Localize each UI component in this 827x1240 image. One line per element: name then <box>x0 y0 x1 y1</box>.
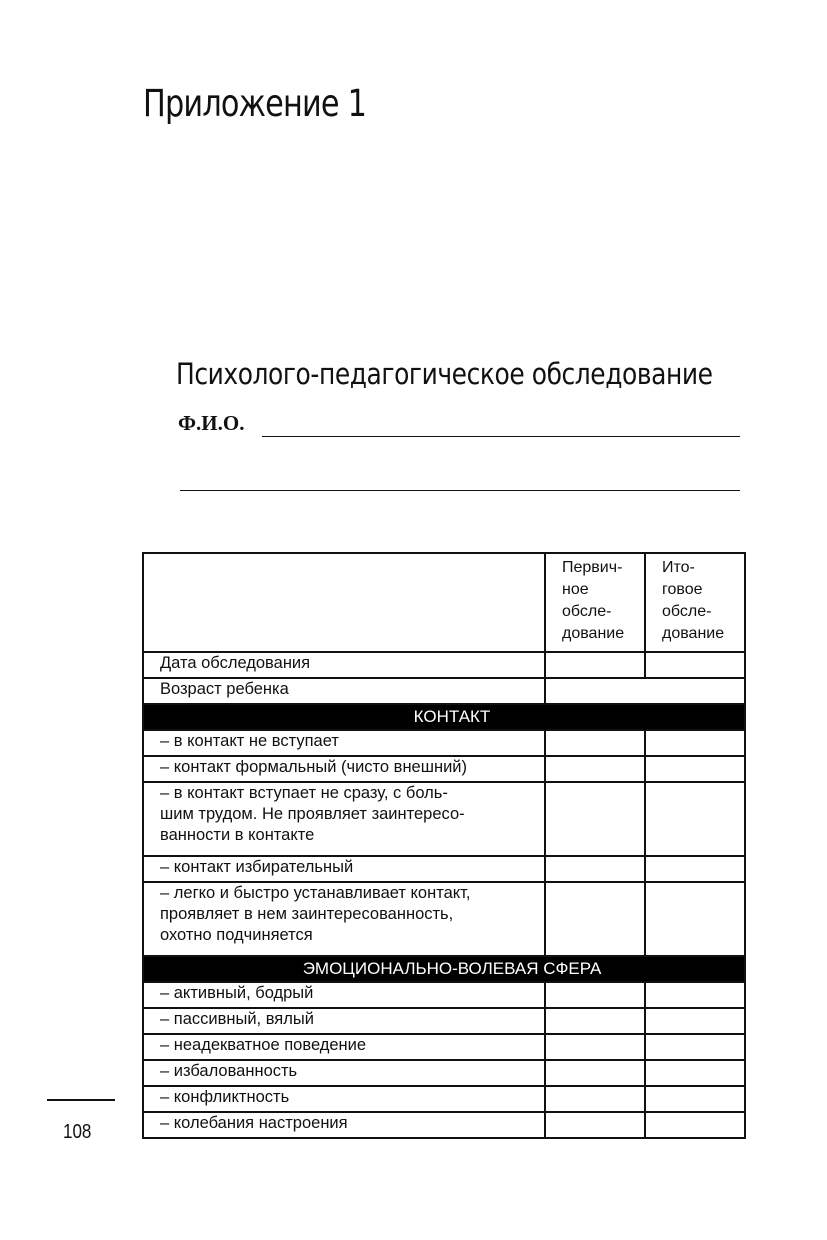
primary-exam-cell[interactable] <box>545 856 645 882</box>
table-row <box>143 982 745 1008</box>
footer-rule <box>47 1099 115 1101</box>
table-row <box>143 730 745 756</box>
primary-exam-cell[interactable] <box>545 1008 645 1034</box>
page-number: 108 <box>63 1121 92 1143</box>
age-cell[interactable] <box>545 678 745 704</box>
final-exam-cell[interactable] <box>645 730 745 756</box>
table-row <box>143 782 745 856</box>
final-exam-cell[interactable] <box>645 882 745 956</box>
final-exam-cell[interactable] <box>645 652 745 678</box>
final-exam-cell[interactable] <box>645 856 745 882</box>
primary-exam-cell[interactable] <box>545 782 645 856</box>
row-label: – конфликтность <box>143 1086 545 1112</box>
primary-exam-cell[interactable] <box>545 882 645 956</box>
section-title: КОНТАКТ <box>143 704 745 730</box>
table-row <box>143 1112 745 1138</box>
primary-exam-cell[interactable] <box>545 1034 645 1060</box>
header-final-exam: Ито- говое обсле- дование <box>645 553 745 652</box>
header-primary-exam: Первич- ное обсле- дование <box>545 553 645 652</box>
row-label: – пассивный, вялый <box>143 1008 545 1034</box>
table-row <box>143 882 745 956</box>
table-row <box>143 1086 745 1112</box>
primary-exam-cell[interactable] <box>545 1086 645 1112</box>
table-row <box>143 1034 745 1060</box>
row-label: – контакт избирательный <box>143 856 545 882</box>
final-exam-cell[interactable] <box>645 1034 745 1060</box>
section-header-contact <box>143 704 745 730</box>
primary-exam-cell[interactable] <box>545 730 645 756</box>
primary-exam-cell[interactable] <box>545 1112 645 1138</box>
fio-input-line-continuation[interactable] <box>180 490 740 491</box>
final-exam-cell[interactable] <box>645 1086 745 1112</box>
row-label: Дата обследования <box>143 652 545 678</box>
final-exam-cell[interactable] <box>645 1008 745 1034</box>
row-label: – активный, бодрый <box>143 982 545 1008</box>
form-title: Психолого-педагогическое обследование <box>176 357 713 391</box>
final-exam-cell[interactable] <box>645 1112 745 1138</box>
fio-label: Ф.И.О. <box>178 411 245 435</box>
row-label: – избалованность <box>143 1060 545 1086</box>
primary-exam-cell[interactable] <box>545 652 645 678</box>
row-label: – неадекватное поведение <box>143 1034 545 1060</box>
table-row <box>143 856 745 882</box>
row-label: – контакт формальный (чисто внешний) <box>143 756 545 782</box>
table-row-age <box>143 678 745 704</box>
table-row <box>143 756 745 782</box>
row-label: – легко и быстро устанавливает контакт, проявляет в нем заинтересованность, охотно подчиняется <box>143 882 545 956</box>
final-exam-cell[interactable] <box>645 756 745 782</box>
table-header-row <box>143 553 745 652</box>
row-label: – колебания настроения <box>143 1112 545 1138</box>
survey-table <box>142 552 746 1139</box>
row-label: Возраст ребенка <box>143 678 545 704</box>
table-row-date <box>143 652 745 678</box>
primary-exam-cell[interactable] <box>545 1060 645 1086</box>
table-row <box>143 1008 745 1034</box>
primary-exam-cell[interactable] <box>545 756 645 782</box>
final-exam-cell[interactable] <box>645 1060 745 1086</box>
primary-exam-cell[interactable] <box>545 982 645 1008</box>
section-header-emotional <box>143 956 745 982</box>
section-title: ЭМОЦИОНАЛЬНО-ВОЛЕВАЯ СФЕРА <box>143 956 745 982</box>
final-exam-cell[interactable] <box>645 982 745 1008</box>
appendix-title: Приложение 1 <box>143 82 367 125</box>
header-empty-cell <box>143 553 545 652</box>
table-row <box>143 1060 745 1086</box>
final-exam-cell[interactable] <box>645 782 745 856</box>
row-label: – в контакт не вступает <box>143 730 545 756</box>
fio-input-line[interactable] <box>262 436 740 437</box>
row-label: – в контакт вступает не сразу, с боль- шим трудом. Не проявляет заинтересо- ванности в контакте <box>143 782 545 856</box>
